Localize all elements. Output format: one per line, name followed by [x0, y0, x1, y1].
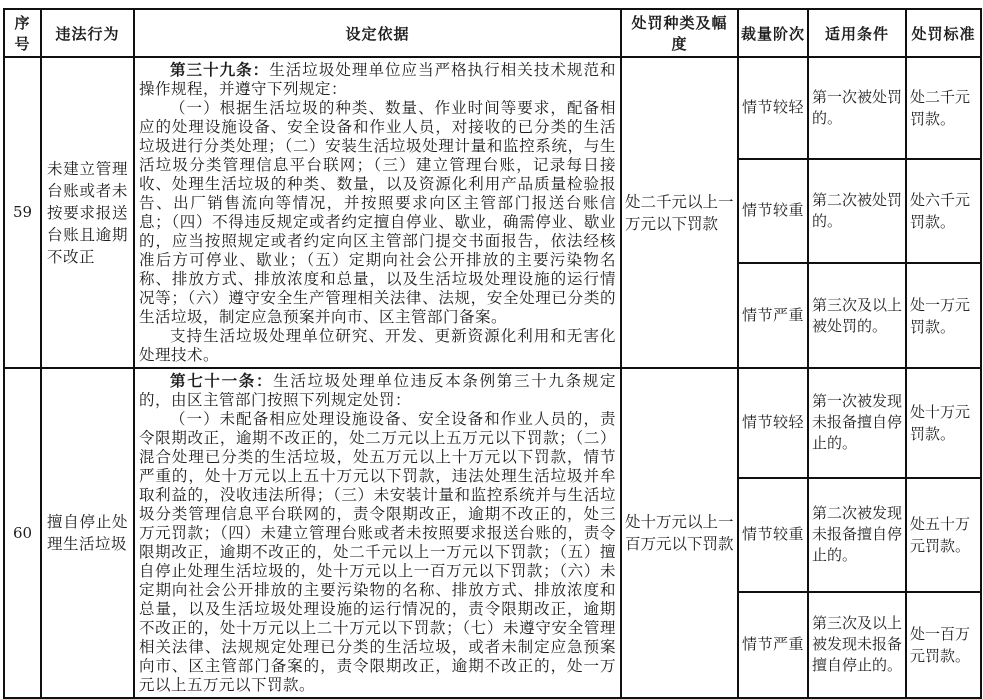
basis-paragraph-items: （一）未配备相应处理设施设备、安全设备和作业人员的，责令限期改正，逾期不改正的，处二万元以上五万元以下罚款；（二）混合处理已分类的生活垃圾，处五万元以上十万元以下罚款，情节严重的，处十万元以上五十万元以下罚款，违法处理生活垃圾并牟取利益的，没收违法所得；（三）未安装计量和监控系统并与生活垃圾分类管理信息平台联网的，责令限期改正，逾期不改正的，处三万元罚款；（四）未建立管理台账或者未按照要求报送台账的，责令限期改正，逾期不改正的，处二千元以上一万元以下罚款；（五）擅自停止处理生活垃圾的，处十万元以上一百万元以下罚款；（六）未定期向社会公开排放的主要污染物的名称、排放方式、排放浓度和总量，以及生活垃圾处理设施的运行情况的，责令限期改正，逾期不改正的，处十万元以上二十万元以下罚款；（七）未遵守安全管理相关法律、法规规定处理已分类的生活垃圾，或者未制定应急预案向市、区主管部门备案的，责令限期改正，逾期不改正的，处一万元以上五万元以下罚款。 [139, 410, 616, 694]
tier-level-cell: 情节严重 [738, 263, 808, 368]
basis-paragraph-article [139, 371, 616, 410]
table-body [4, 57, 981, 698]
column-header-violation: 违法行为 [41, 9, 134, 57]
standard-cell: 处一万元罚款。 [906, 263, 981, 368]
column-header-seq: 序号 [4, 9, 41, 57]
tier-level-cell: 情节较轻 [738, 368, 808, 478]
column-header-penalty-range: 处罚种类及幅度 [621, 9, 738, 57]
condition-cell: 第一次被处罚的。 [808, 57, 906, 159]
table-header [4, 9, 981, 57]
condition-cell: 第一次被发现未报备擅自停止的。 [808, 368, 906, 478]
column-header-tier: 裁量阶次 [738, 9, 808, 57]
table-row-59-tier-1 [4, 57, 981, 159]
article-number-label: 第三十九条： [170, 60, 270, 79]
table-row-60-tier-1 [4, 368, 981, 478]
violation-cell: 未建立管理台账或者未按要求报送台账且逾期不改正 [41, 57, 134, 368]
standard-cell: 处六千元罚款。 [906, 159, 981, 264]
standard-cell: 处十万元罚款。 [906, 368, 981, 478]
basis-cell [134, 368, 621, 698]
condition-cell: 第二次被发现未报备擅自停止的。 [808, 478, 906, 592]
tier-level-cell: 情节严重 [738, 592, 808, 698]
condition-cell: 第二次被处罚的。 [808, 159, 906, 264]
basis-paragraph-article [139, 60, 616, 99]
column-header-standard: 处罚标准 [906, 9, 981, 57]
standard-cell: 处一百万元罚款。 [906, 592, 981, 698]
basis-paragraph-items: （一）根据生活垃圾的种类、数量、作业时间等要求，配备相应的处理设施设备、安全设备和作业人员，对接收的已分类的生活垃圾进行分类处理；（二）安装生活垃圾处理计量和监控系统，与生活垃圾分类管理信息平台联网；（三）建立管理台账，记录每日接收、处理生活垃圾的种类、数量，以及资源化利用产品质量检验报告、出厂销售流向等情况，并按照要求向区主管部门报送台账信息；（四）不得违反规定或者约定擅自停业、歇业，确需停业、歇业的，应当按照规定或者约定向区主管部门提交书面报告，依法经核准后方可停业、歇业；（五）定期向社会公开排放的主要污染物名称、排放方式、排放浓度和总量，以及生活垃圾处理设施的运行情况等；（六）遵守安全生产管理相关法律、法规，安全处理已分类的生活垃圾，制定应急预案并向市、区主管部门备案。 [139, 99, 616, 326]
condition-cell: 第三次及以上被处罚的。 [808, 263, 906, 368]
tier-level-cell: 情节较重 [738, 159, 808, 264]
basis-paragraph-closing: 支持生活垃圾处理单位研究、开发、更新资源化利用和无害化处理技术。 [139, 327, 616, 364]
article-intro-text: 生活垃圾处理单位应当严格执行相关技术规范和操作规程，并遵守下列规定： [139, 61, 616, 98]
seq-cell: 60 [4, 368, 41, 698]
tier-level-cell: 情节较轻 [738, 57, 808, 159]
column-header-basis: 设定依据 [134, 9, 621, 57]
penalty-range-cell: 处十万元以上一百万元以下罚款 [621, 368, 738, 698]
header-row [4, 9, 981, 57]
penalty-discretion-table [3, 8, 982, 699]
condition-cell: 第三次及以上被发现未报备擅自停止的。 [808, 592, 906, 698]
standard-cell: 处二千元罚款。 [906, 57, 981, 159]
basis-cell [134, 57, 621, 368]
column-header-condition: 适用条件 [808, 9, 906, 57]
tier-level-cell: 情节较重 [738, 478, 808, 592]
article-number-label: 第七十一条： [170, 371, 274, 390]
standard-cell: 处五十万元罚款。 [906, 478, 981, 592]
article-intro-text: 生活垃圾处理单位违反本条例第三十九条规定的，由区主管部门按照下列规定处罚： [139, 372, 616, 409]
violation-cell: 擅自停止处理生活垃圾 [41, 368, 134, 698]
penalty-range-cell: 处二千元以上一万元以下罚款 [621, 57, 738, 368]
seq-cell: 59 [4, 57, 41, 368]
